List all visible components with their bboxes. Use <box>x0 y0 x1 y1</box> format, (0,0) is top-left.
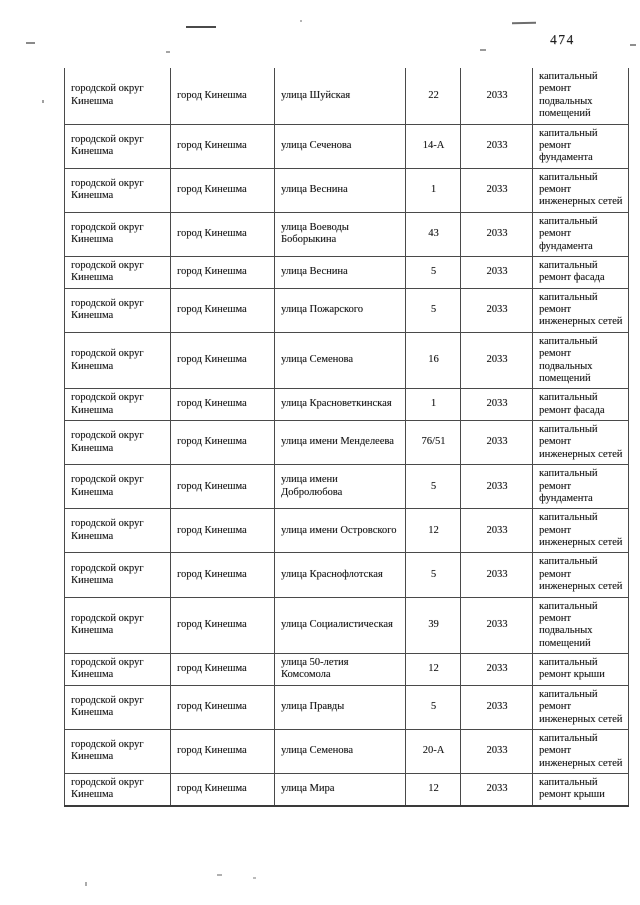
cell-work: капитальный ремонт подвальных помещений <box>533 332 629 389</box>
cell-year: 2033 <box>461 256 533 288</box>
cell-street: улица Мира <box>275 774 406 806</box>
cell-work: капитальный ремонт инженерных сетей <box>533 288 629 332</box>
cell-city: город Кинешма <box>171 465 275 509</box>
cell-street: улица имени Островского <box>275 509 406 553</box>
cell-street: улица Шуйская <box>275 68 406 124</box>
cell-house: 5 <box>406 553 461 597</box>
cell-district: городской округ Кинешма <box>65 168 171 212</box>
cell-district: городской округ Кинешма <box>65 685 171 729</box>
cell-year: 2033 <box>461 389 533 421</box>
cell-year: 2033 <box>461 421 533 465</box>
cell-work: капитальный ремонт фундамента <box>533 212 629 256</box>
cell-house: 5 <box>406 465 461 509</box>
cell-district: городской округ Кинешма <box>65 774 171 806</box>
cell-city: город Кинешма <box>171 168 275 212</box>
scan-artifact <box>166 51 170 53</box>
scan-artifact <box>253 877 256 879</box>
cell-city: город Кинешма <box>171 256 275 288</box>
cell-work: капитальный ремонт инженерных сетей <box>533 509 629 553</box>
cell-district: городской округ Кинешма <box>65 256 171 288</box>
table-row <box>65 509 629 553</box>
cell-house: 16 <box>406 332 461 389</box>
cell-district: городской округ Кинешма <box>65 124 171 168</box>
cell-work: капитальный ремонт фасада <box>533 256 629 288</box>
cell-work: капитальный ремонт инженерных сетей <box>533 685 629 729</box>
table-row <box>65 332 629 389</box>
cell-city: город Кинешма <box>171 332 275 389</box>
cell-district: городской округ Кинешма <box>65 332 171 389</box>
cell-house: 5 <box>406 256 461 288</box>
scan-artifact <box>512 22 536 24</box>
cell-district: городской округ Кинешма <box>65 729 171 773</box>
cell-work: капитальный ремонт инженерных сетей <box>533 553 629 597</box>
scan-artifact <box>300 20 302 22</box>
cell-year: 2033 <box>461 774 533 806</box>
cell-district: городской округ Кинешма <box>65 389 171 421</box>
page-number: 474 <box>550 32 575 47</box>
table-row <box>65 597 629 654</box>
table-row <box>65 774 629 806</box>
cell-work: капитальный ремонт фундамента <box>533 124 629 168</box>
cell-year: 2033 <box>461 685 533 729</box>
cell-street: улица имени Добролюбова <box>275 465 406 509</box>
cell-city: город Кинешма <box>171 774 275 806</box>
cell-work: капитальный ремонт крыши <box>533 774 629 806</box>
table-row <box>65 685 629 729</box>
cell-city: город Кинешма <box>171 509 275 553</box>
cell-district: городской округ Кинешма <box>65 597 171 654</box>
scan-artifact <box>42 100 44 103</box>
cell-year: 2033 <box>461 553 533 597</box>
cell-city: город Кинешма <box>171 729 275 773</box>
cell-year: 2033 <box>461 288 533 332</box>
table-row <box>65 124 629 168</box>
cell-work: капитальный ремонт подвальных помещений <box>533 597 629 654</box>
cell-street: улица Воеводы Боборыкина <box>275 212 406 256</box>
cell-house: 20-А <box>406 729 461 773</box>
cell-city: город Кинешма <box>171 124 275 168</box>
cell-house: 12 <box>406 654 461 686</box>
cell-house: 1 <box>406 389 461 421</box>
cell-city: город Кинешма <box>171 68 275 124</box>
cell-year: 2033 <box>461 509 533 553</box>
table-row <box>65 389 629 421</box>
cell-district: городской округ Кинешма <box>65 509 171 553</box>
cell-district: городской округ Кинешма <box>65 421 171 465</box>
table-row <box>65 212 629 256</box>
cell-city: город Кинешма <box>171 597 275 654</box>
cell-house: 43 <box>406 212 461 256</box>
table-row <box>65 288 629 332</box>
table-row <box>65 729 629 773</box>
cell-year: 2033 <box>461 465 533 509</box>
scan-artifact <box>85 882 87 886</box>
cell-district: городской округ Кинешма <box>65 288 171 332</box>
cell-street: улица Пожарского <box>275 288 406 332</box>
cell-work: капитальный ремонт крыши <box>533 654 629 686</box>
cell-district: городской округ Кинешма <box>65 212 171 256</box>
cell-house: 5 <box>406 685 461 729</box>
cell-street: улица Правды <box>275 685 406 729</box>
cell-street: улица 50-летия Комсомола <box>275 654 406 686</box>
cell-city: город Кинешма <box>171 212 275 256</box>
table-row <box>65 654 629 686</box>
cell-year: 2033 <box>461 654 533 686</box>
scan-artifact <box>186 26 216 28</box>
cell-street: улица Сеченова <box>275 124 406 168</box>
cell-street: улица Веснина <box>275 168 406 212</box>
cell-street: улица Краснофлотская <box>275 553 406 597</box>
scan-artifact <box>480 49 486 51</box>
cell-city: город Кинешма <box>171 421 275 465</box>
cell-street: улица Социалистическая <box>275 597 406 654</box>
repairs-table-body <box>65 68 629 806</box>
cell-year: 2033 <box>461 212 533 256</box>
cell-house: 1 <box>406 168 461 212</box>
cell-year: 2033 <box>461 168 533 212</box>
cell-work: капитальный ремонт инженерных сетей <box>533 421 629 465</box>
cell-house: 39 <box>406 597 461 654</box>
cell-street: улица Веснина <box>275 256 406 288</box>
cell-house: 5 <box>406 288 461 332</box>
cell-house: 76/51 <box>406 421 461 465</box>
cell-year: 2033 <box>461 729 533 773</box>
cell-year: 2033 <box>461 597 533 654</box>
table-row <box>65 553 629 597</box>
cell-city: город Кинешма <box>171 389 275 421</box>
table-row <box>65 421 629 465</box>
cell-house: 12 <box>406 774 461 806</box>
cell-work: капитальный ремонт фундамента <box>533 465 629 509</box>
scan-artifact <box>217 874 222 876</box>
cell-year: 2033 <box>461 68 533 124</box>
cell-house: 14-А <box>406 124 461 168</box>
cell-work: капитальный ремонт инженерных сетей <box>533 168 629 212</box>
table-row <box>65 256 629 288</box>
cell-city: город Кинешма <box>171 553 275 597</box>
cell-street: улица Красноветкинская <box>275 389 406 421</box>
cell-city: город Кинешма <box>171 654 275 686</box>
cell-work: капитальный ремонт фасада <box>533 389 629 421</box>
cell-house: 12 <box>406 509 461 553</box>
cell-house: 22 <box>406 68 461 124</box>
table-row <box>65 168 629 212</box>
table-row <box>65 465 629 509</box>
cell-street: улица Семенова <box>275 729 406 773</box>
cell-district: городской округ Кинешма <box>65 465 171 509</box>
cell-work: капитальный ремонт подвальных помещений <box>533 68 629 124</box>
scan-artifact <box>26 42 35 44</box>
cell-district: городской округ Кинешма <box>65 654 171 686</box>
cell-year: 2033 <box>461 124 533 168</box>
cell-street: улица Семенова <box>275 332 406 389</box>
table-row <box>65 68 629 124</box>
cell-district: городской округ Кинешма <box>65 553 171 597</box>
cell-street: улица имени Менделеева <box>275 421 406 465</box>
cell-city: город Кинешма <box>171 288 275 332</box>
cell-city: город Кинешма <box>171 685 275 729</box>
cell-work: капитальный ремонт инженерных сетей <box>533 729 629 773</box>
repairs-table <box>64 68 629 807</box>
cell-year: 2033 <box>461 332 533 389</box>
cell-district: городской округ Кинешма <box>65 68 171 124</box>
scan-artifact <box>630 44 636 46</box>
